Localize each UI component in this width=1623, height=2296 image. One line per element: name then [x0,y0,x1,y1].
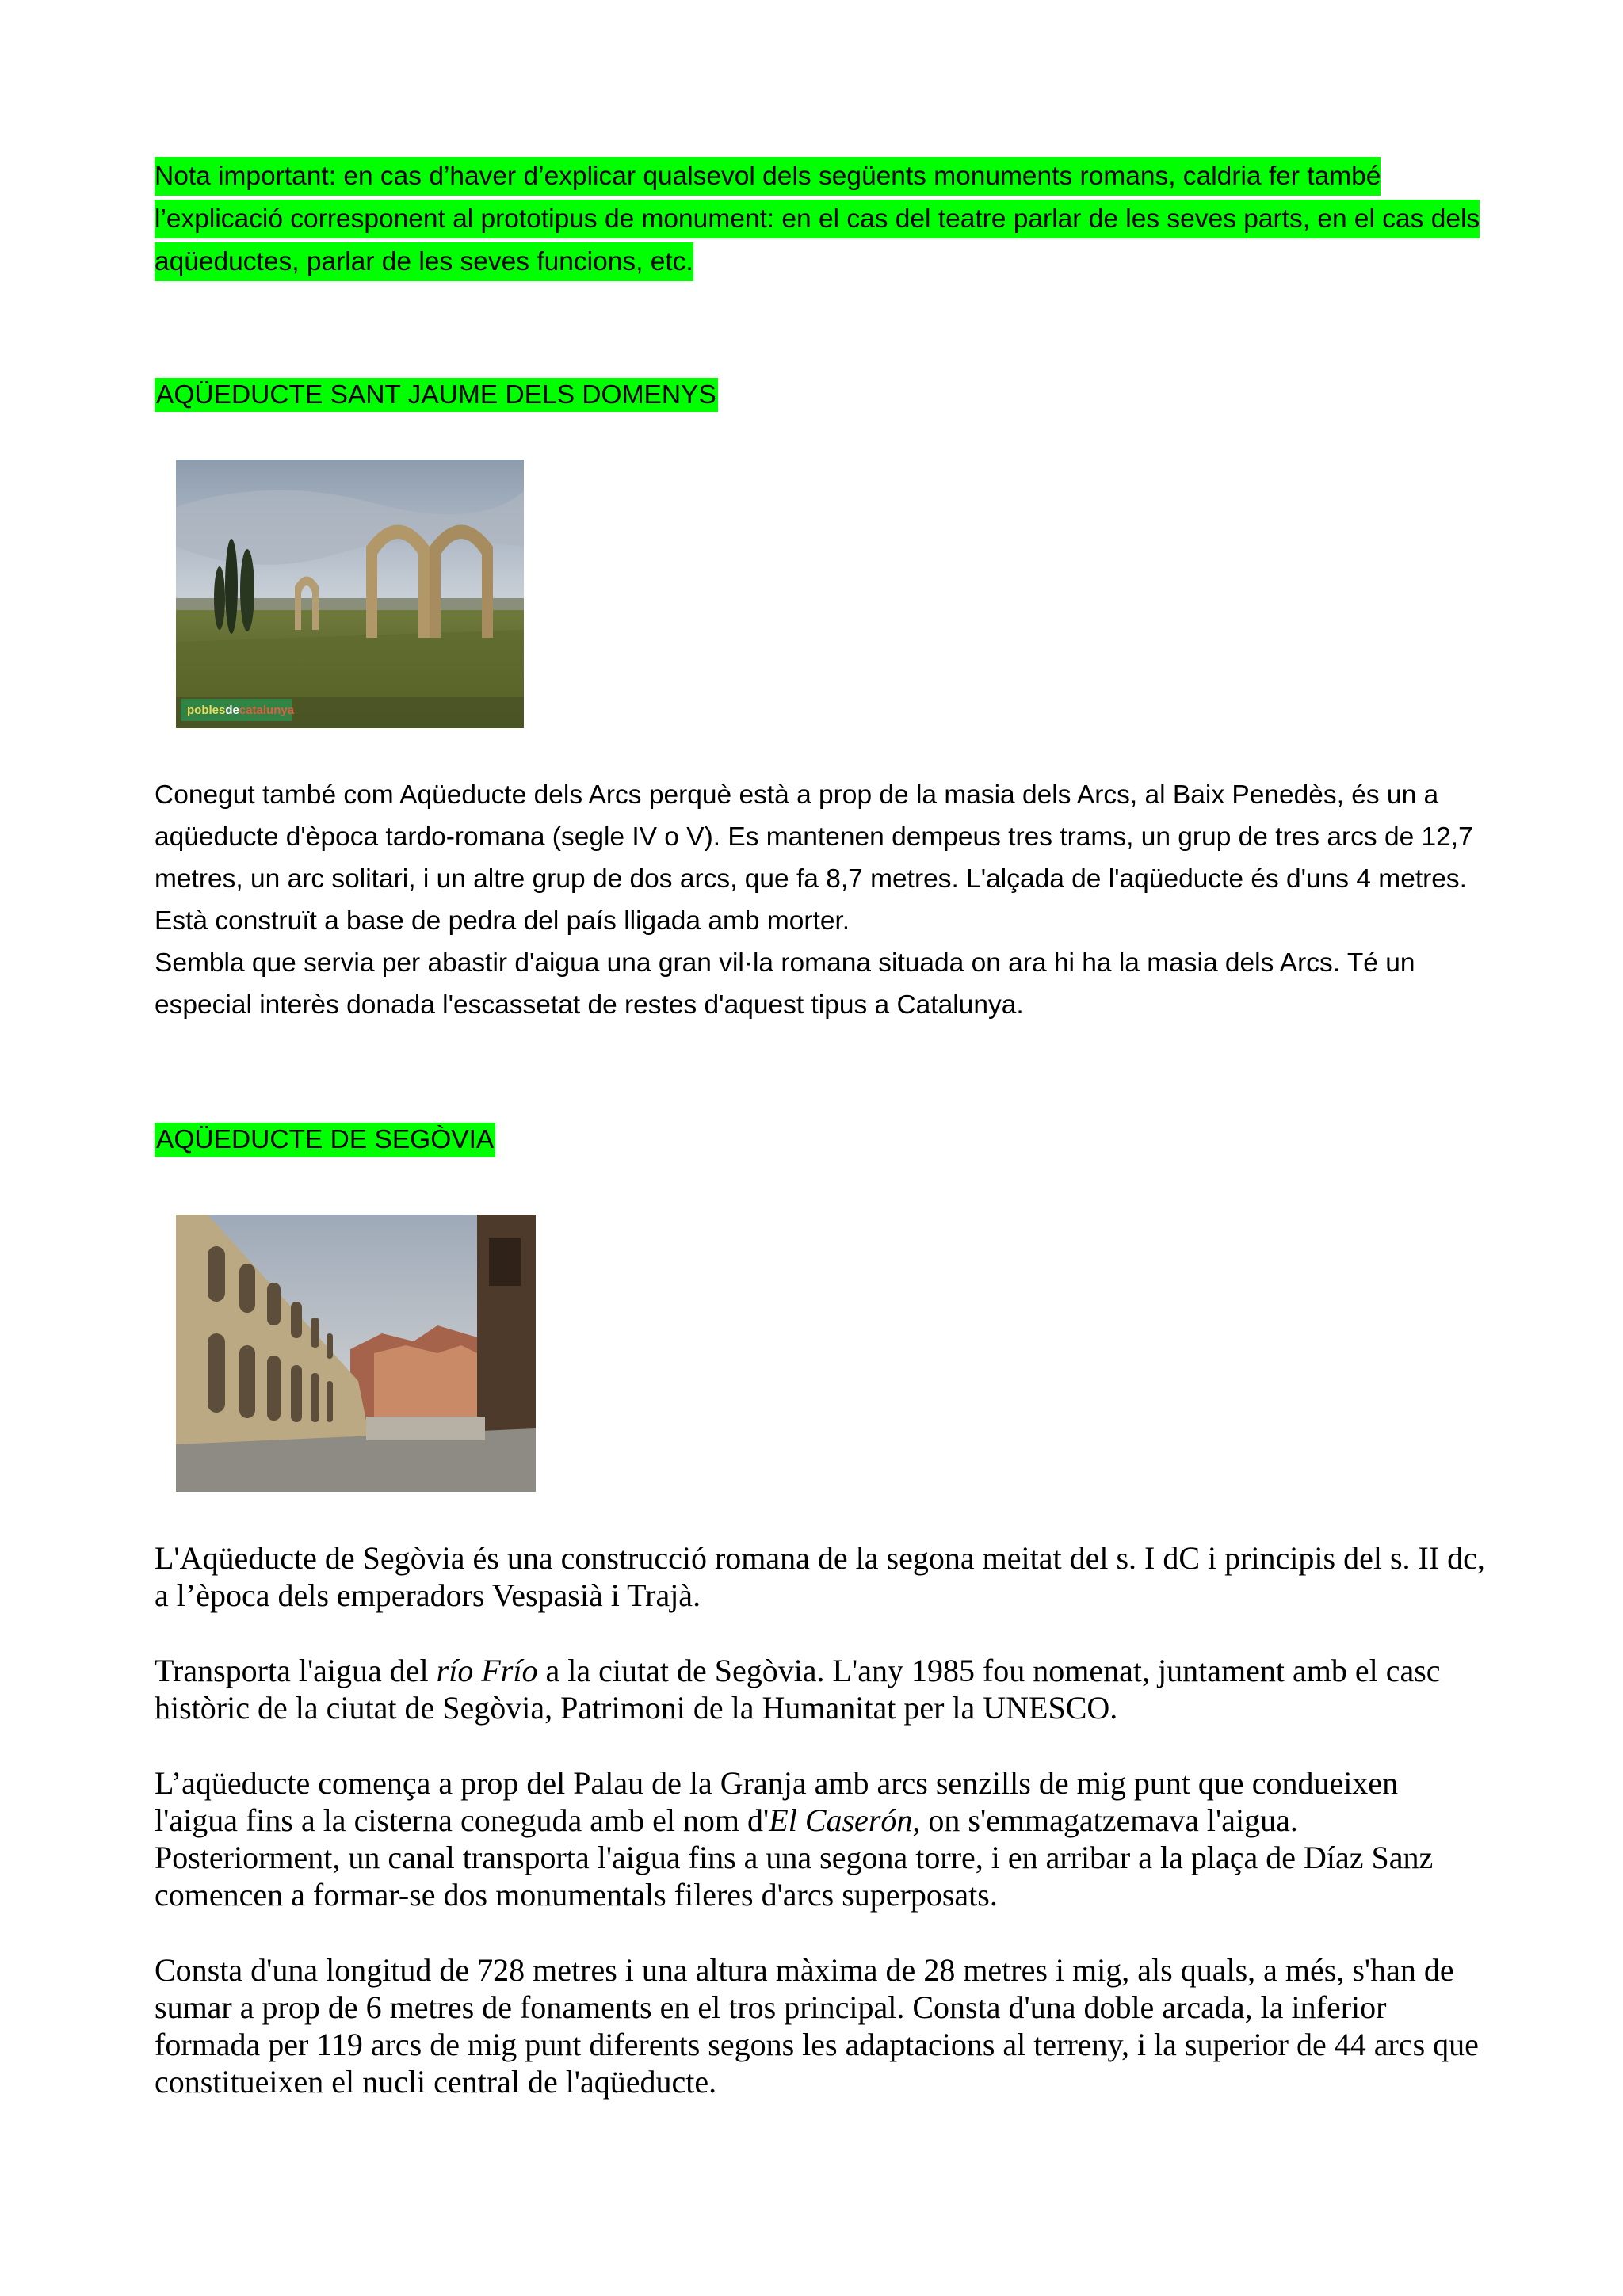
important-note [155,155,1486,284]
paragraph [155,1652,1486,1726]
note-text: Nota important: en cas d’haver d’explicar qualsevol dels següents monuments romans, caldria fer també l’explicació corresponent al prototipus de monument: en el cas del teatre parlar de les seves parts, en el cas dels aqüeductes, parlar de les seves funcions, etc. [155,157,1480,281]
sant-jaume-description [155,774,1502,1026]
sant-jaume-aqueduct-photo [176,460,524,728]
watermark-text-b: de [225,704,239,717]
watermark-text-c: catalunya [239,704,295,717]
paragraph: Conegut també com Aqüeducte dels Arcs perquè està a prop de la masia dels Arcs, al Baix Penedès, és un a aqüeducte d'època tardo-romana (segle IV o V). Es mantenen dempeus tres trams, un grup de tres arcs de 12,7 metres, un arc solitari, i un altre grup de dos arcs, que fa 8,7 metres. L'alçada de l'aqüeducte és d'uns 4 metres. Està construït a base de pedra del país lligada amb morter. [155,780,1473,936]
section-heading-sant-jaume [155,378,718,413]
heading-text: AQÜEDUCTE DE SEGÒVIA [155,1123,495,1157]
paragraph: Consta d'una longitud de 728 metres i una altura màxima de 28 metres i mig, als quals, a més, s'han de sumar a prop de 6 metres de fonaments en el tros principal. Consta d'una doble arcada, la inferior formada per 119 arcs de mig punt diferents segons les adaptacions al terreny, i la superior de 44 arcs que constitueixen el nucli central de l'aqüeducte. [155,1952,1479,2100]
segovia-description [155,1539,1486,2138]
paragraph [155,1764,1486,1913]
watermark-text-a: pobles [187,704,226,717]
text-run: L’aqüeducte comença a prop del Palau de la Granja amb arcs senzills de mig punt que condueixen l'aigua fins a la cisterna coneguda amb el nom d' [155,1765,1399,1838]
segovia-aqueduct-photo [176,1215,536,1492]
heading-text: AQÜEDUCTE SANT JAUME DELS DOMENYS [155,378,718,412]
text-run: Transporta l'aigua del [155,1653,437,1688]
paragraph: L'Aqüeducte de Segòvia és una construcció romana de la segona meitat del s. I dC i principis del s. II dc, a l’època dels emperadors Vespasià i Trajà. [155,1540,1485,1613]
text-run: a la ciutat de Segòvia. L'any 1985 fou nomenat, juntament amb el casc històric de la ciutat de Segòvia, Patrimoni de la Humanitat per la UNESCO. [155,1653,1441,1726]
paragraph: Sembla que servia per abastir d'aigua una gran vil·la romana situada on ara hi ha la masia dels Arcs. Té un especial interès donada l'escassetat de restes d'aquest tipus a Catalunya. [155,948,1415,1020]
cistern-name: El Caserón [769,1802,913,1838]
text-run: , on s'emmagatzemava l'aigua. Posteriorment, un canal transporta l'aigua fins a una segona torre, i en arribar a la plaça de Díaz Sanz comencen a formar-se dos monumentals fileres d'arcs superposats. [155,1802,1434,1913]
river-name: río Frío [436,1653,538,1688]
section-heading-segovia [155,1123,495,1158]
svg-text:poblesdecatalunya [187,704,295,717]
